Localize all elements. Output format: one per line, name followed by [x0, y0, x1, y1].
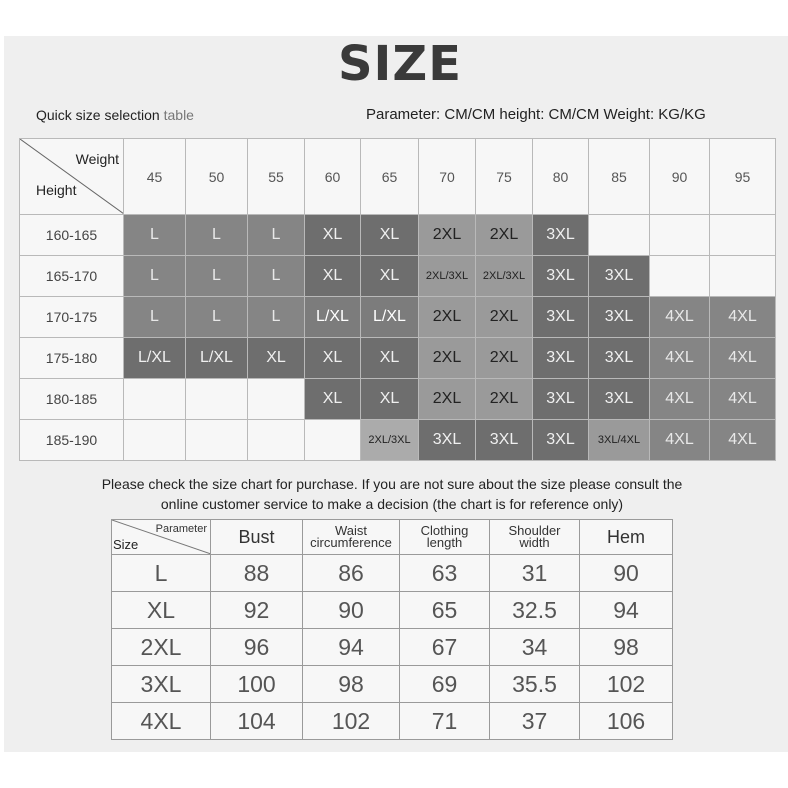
height-range-header: 185-190 — [20, 420, 124, 461]
caption-muted: table — [163, 107, 194, 123]
weight-header: 90 — [650, 139, 710, 215]
height-range-header: 170-175 — [20, 297, 124, 338]
height-range-header: 180-185 — [20, 379, 124, 420]
purchase-note-line2: online customer service to make a decision (the chart is for reference only) — [160, 496, 624, 512]
quick-size-table — [19, 138, 776, 461]
size-cell: L — [186, 297, 248, 338]
size-cell: 2XL/3XL — [419, 256, 476, 297]
size-cell — [589, 215, 650, 256]
size-name-cell: 2XL — [112, 629, 211, 666]
size-cell: 2XL — [419, 297, 476, 338]
size-cell: 4XL — [650, 420, 710, 461]
size-cell: 3XL — [533, 297, 589, 338]
height-range-header: 165-170 — [20, 256, 124, 297]
size-cell: 4XL — [650, 297, 710, 338]
units-caption: Parameter: CM/CM height: CM/CM Weight: KG/KG — [366, 106, 706, 123]
size-cell — [248, 420, 305, 461]
size-cell — [710, 256, 776, 297]
size-cell — [124, 420, 186, 461]
measure-value-cell: 90 — [303, 592, 400, 629]
size-cell: XL — [248, 338, 305, 379]
height-range-header: 160-165 — [20, 215, 124, 256]
size-cell: 2XL — [476, 379, 533, 420]
height-axis-label: Height — [36, 182, 77, 198]
size-cell: L — [248, 256, 305, 297]
parameter-label: Parameter — [155, 523, 207, 535]
size-cell: L/XL — [361, 297, 419, 338]
size-cell: XL — [305, 338, 361, 379]
weight-header: 65 — [361, 139, 419, 215]
table-row — [20, 215, 776, 256]
measure-value-cell: 67 — [400, 629, 490, 666]
table-row — [112, 666, 673, 703]
size-label: Size — [113, 537, 139, 552]
size-cell — [124, 379, 186, 420]
measurement-table — [111, 519, 673, 740]
measure-value-cell: 31 — [490, 555, 580, 592]
size-name-cell: XL — [112, 592, 211, 629]
weight-axis-label: Weight — [75, 151, 119, 167]
header-line: circumference — [310, 535, 392, 550]
size-cell: 2XL — [419, 338, 476, 379]
measure-value-cell: 94 — [303, 629, 400, 666]
header-line: Waist — [334, 523, 368, 538]
quick-table-caption — [36, 107, 194, 123]
size-cell: 2XL — [419, 379, 476, 420]
measure-value-cell: 69 — [400, 666, 490, 703]
weight-header: 95 — [710, 139, 776, 215]
header-line: Shoulder — [508, 523, 561, 538]
size-cell: 4XL — [710, 338, 776, 379]
table-row — [20, 297, 776, 338]
size-cell: 3XL — [589, 297, 650, 338]
measure-column-header — [580, 520, 673, 555]
measure-column-header — [303, 520, 400, 555]
size-cell: 4XL — [650, 338, 710, 379]
size-cell — [710, 215, 776, 256]
size-cell: 3XL — [589, 379, 650, 420]
table-row — [20, 338, 776, 379]
measure-value-cell: 90 — [580, 555, 673, 592]
size-cell: 3XL — [533, 379, 589, 420]
page-title: SIZE — [337, 36, 463, 92]
table-row — [112, 703, 673, 740]
measure-value-cell: 65 — [400, 592, 490, 629]
weight-header: 60 — [305, 139, 361, 215]
size-cell: 4XL — [710, 297, 776, 338]
measure-value-cell: 92 — [211, 592, 303, 629]
size-cell: L — [186, 215, 248, 256]
weight-header: 50 — [186, 139, 248, 215]
purchase-note-line1: Please check the size chart for purchase. If you are not sure about the size please consult the — [101, 476, 683, 492]
size-cell: L — [186, 256, 248, 297]
measure-column-header — [400, 520, 490, 555]
size-cell: L/XL — [186, 338, 248, 379]
size-cell — [650, 215, 710, 256]
weight-header: 80 — [533, 139, 589, 215]
measure-value-cell: 104 — [211, 703, 303, 740]
size-cell: L/XL — [124, 338, 186, 379]
size-cell: XL — [305, 379, 361, 420]
size-cell: 2XL/3XL — [476, 256, 533, 297]
size-cell: 3XL — [419, 420, 476, 461]
measure-value-cell: 32.5 — [490, 592, 580, 629]
weight-header: 85 — [589, 139, 650, 215]
table-row — [112, 555, 673, 592]
size-cell: XL — [361, 215, 419, 256]
measure-value-cell: 88 — [211, 555, 303, 592]
measure-value-cell: 106 — [580, 703, 673, 740]
size-cell: L — [248, 297, 305, 338]
header-line: length — [426, 535, 463, 550]
measure-corner-header — [112, 520, 211, 555]
measure-value-cell: 100 — [211, 666, 303, 703]
measure-value-cell: 34 — [490, 629, 580, 666]
table-row — [112, 629, 673, 666]
size-cell: 3XL — [589, 338, 650, 379]
size-cell: L — [124, 256, 186, 297]
size-cell: 2XL — [476, 297, 533, 338]
size-cell: 4XL — [710, 420, 776, 461]
size-cell — [186, 420, 248, 461]
size-cell: 3XL — [533, 338, 589, 379]
measure-value-cell: 98 — [580, 629, 673, 666]
size-cell: 2XL — [476, 215, 533, 256]
measure-column-header — [211, 520, 303, 555]
weight-header: 45 — [124, 139, 186, 215]
size-cell: 3XL/4XL — [589, 420, 650, 461]
measure-value-cell: 71 — [400, 703, 490, 740]
measure-value-cell: 35.5 — [490, 666, 580, 703]
header-line: width — [519, 535, 550, 550]
size-cell: XL — [361, 338, 419, 379]
weight-header: 70 — [419, 139, 476, 215]
table-corner-header — [20, 139, 124, 215]
size-cell: 3XL — [533, 256, 589, 297]
measure-value-cell: 86 — [303, 555, 400, 592]
size-cell — [186, 379, 248, 420]
measure-value-cell: 94 — [580, 592, 673, 629]
header-line: Bust — [238, 527, 275, 547]
size-cell: L — [248, 215, 305, 256]
measure-column-header — [490, 520, 580, 555]
size-cell: 2XL — [476, 338, 533, 379]
size-name-cell: 4XL — [112, 703, 211, 740]
header-line: Hem — [606, 527, 645, 547]
weight-header: 55 — [248, 139, 305, 215]
table-row — [112, 592, 673, 629]
size-cell — [650, 256, 710, 297]
header-line: Clothing — [420, 523, 469, 538]
measure-value-cell: 37 — [490, 703, 580, 740]
size-cell: 3XL — [533, 215, 589, 256]
table-row — [20, 420, 776, 461]
size-cell: L — [124, 297, 186, 338]
size-cell: 4XL — [710, 379, 776, 420]
weight-header: 75 — [476, 139, 533, 215]
size-cell: 3XL — [589, 256, 650, 297]
size-cell: XL — [305, 215, 361, 256]
size-cell: 4XL — [650, 379, 710, 420]
size-name-cell: L — [112, 555, 211, 592]
size-cell — [305, 420, 361, 461]
table-row — [20, 379, 776, 420]
size-cell — [248, 379, 305, 420]
size-cell: 3XL — [476, 420, 533, 461]
measure-value-cell: 102 — [303, 703, 400, 740]
size-cell: 2XL — [419, 215, 476, 256]
measure-value-cell: 98 — [303, 666, 400, 703]
measure-value-cell: 96 — [211, 629, 303, 666]
size-cell: XL — [305, 256, 361, 297]
caption-main: Quick size selection — [36, 107, 160, 123]
size-cell: XL — [361, 379, 419, 420]
size-cell: 2XL/3XL — [361, 420, 419, 461]
table-row — [20, 256, 776, 297]
measure-value-cell: 102 — [580, 666, 673, 703]
size-cell: XL — [361, 256, 419, 297]
size-cell: L/XL — [305, 297, 361, 338]
size-name-cell: 3XL — [112, 666, 211, 703]
measure-value-cell: 63 — [400, 555, 490, 592]
size-cell: 3XL — [533, 420, 589, 461]
height-range-header: 175-180 — [20, 338, 124, 379]
size-cell: L — [124, 215, 186, 256]
